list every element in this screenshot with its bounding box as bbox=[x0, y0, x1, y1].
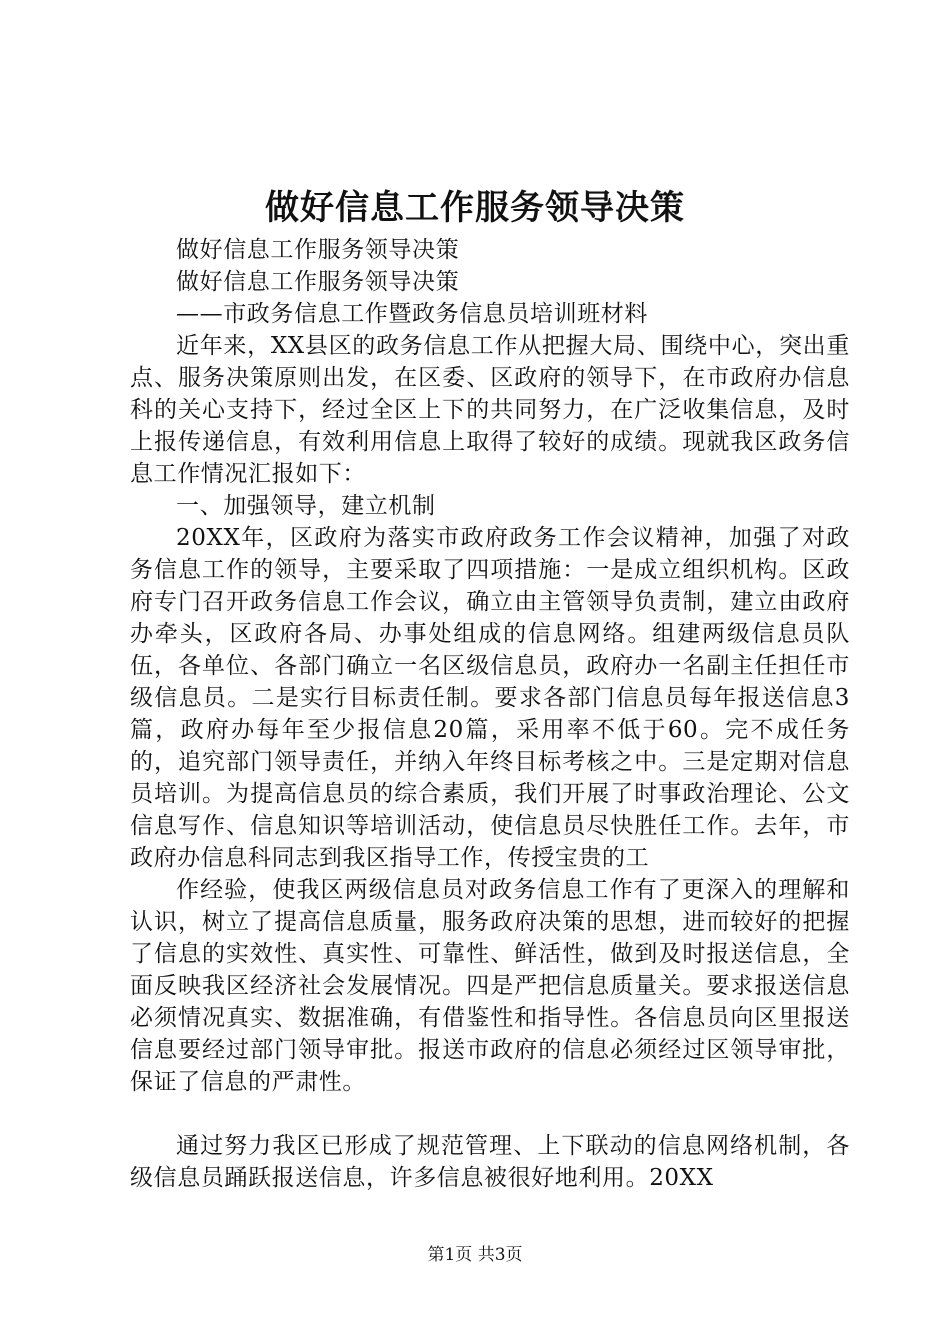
document-title: 做好信息工作服务领导决策 bbox=[265, 188, 685, 228]
paragraph-measures: 20XX年，区政府为落实市政府政务工作会议精神，加强了对政务信息工作的领导，主要采取了四项措施：一是成立组织机构。区政府专门召开政务信息工作会议，确立由主管领导负责制，建立由政府办牵头，区政府各局、办事处组成的信息网络。组建两级信息员队伍，各单位、各部门确立一名区级信息员，政府办一名副主任担任市级信息员。二是实行目标责任制。要求各部门信息员每年报送信息3篇，政府办每年至少报信息20篇，采用率不低于60。完不成任务的，追究部门领导责任，并纳入年终目标考核之中。三是定期对信息员培训。为提高信息员的综合素质，我们开展了时事政治理论、公文信息写作、信息知识等培训活动，使信息员尽快胜任工作。去年，市政府办信息科同志到我区指导工作，传授宝贵的工 bbox=[130, 525, 850, 871]
document-body bbox=[130, 234, 850, 1194]
paragraph-heading-repeat-2: 做好信息工作服务领导决策 bbox=[176, 269, 460, 295]
paragraph-results: 通过努力我区已形成了规范管理、上下联动的信息网络机制，各级信息员踊跃报送信息，许多信息被很好地利用。20XX bbox=[130, 1133, 850, 1191]
paragraph-intro: 近年来，XX县区的政务信息工作从把握大局、围绕中心，突出重点、服务决策原则出发，在区委、区政府的领导下，在市政府办信息科的关心支持下，经过全区上下的共同努力，在广泛收集信息，及时上报传递信息，有效利用信息上取得了较好的成绩。现就我区政务信息工作情况汇报如下： bbox=[130, 333, 850, 487]
paragraph-subtitle: ——市政务信息工作暨政务信息员培训班材料 bbox=[176, 301, 648, 327]
page-number-footer: 第1页 共3页 bbox=[427, 1245, 523, 1265]
paragraph-heading-repeat-1: 做好信息工作服务领导决策 bbox=[176, 237, 460, 263]
paragraph-experience: 作经验，使我区两级信息员对政务信息工作有了更深入的理解和认识，树立了提高信息质量，服务政府决策的思想，进而较好的把握了信息的实效性、真实性、可靠性、鲜活性，做到及时报送信息，全面反映我区经济社会发展情况。四是严把信息质量关。要求报送信息必须情况真实、数据准确，有借鉴性和指导性。各信息员向区里报送信息要经过部门领导审批。报送市政府的信息必须经过区领导审批，保证了信息的严肃性。 bbox=[130, 877, 850, 1095]
section-heading-1: 一、加强领导，建立机制 bbox=[176, 493, 436, 519]
